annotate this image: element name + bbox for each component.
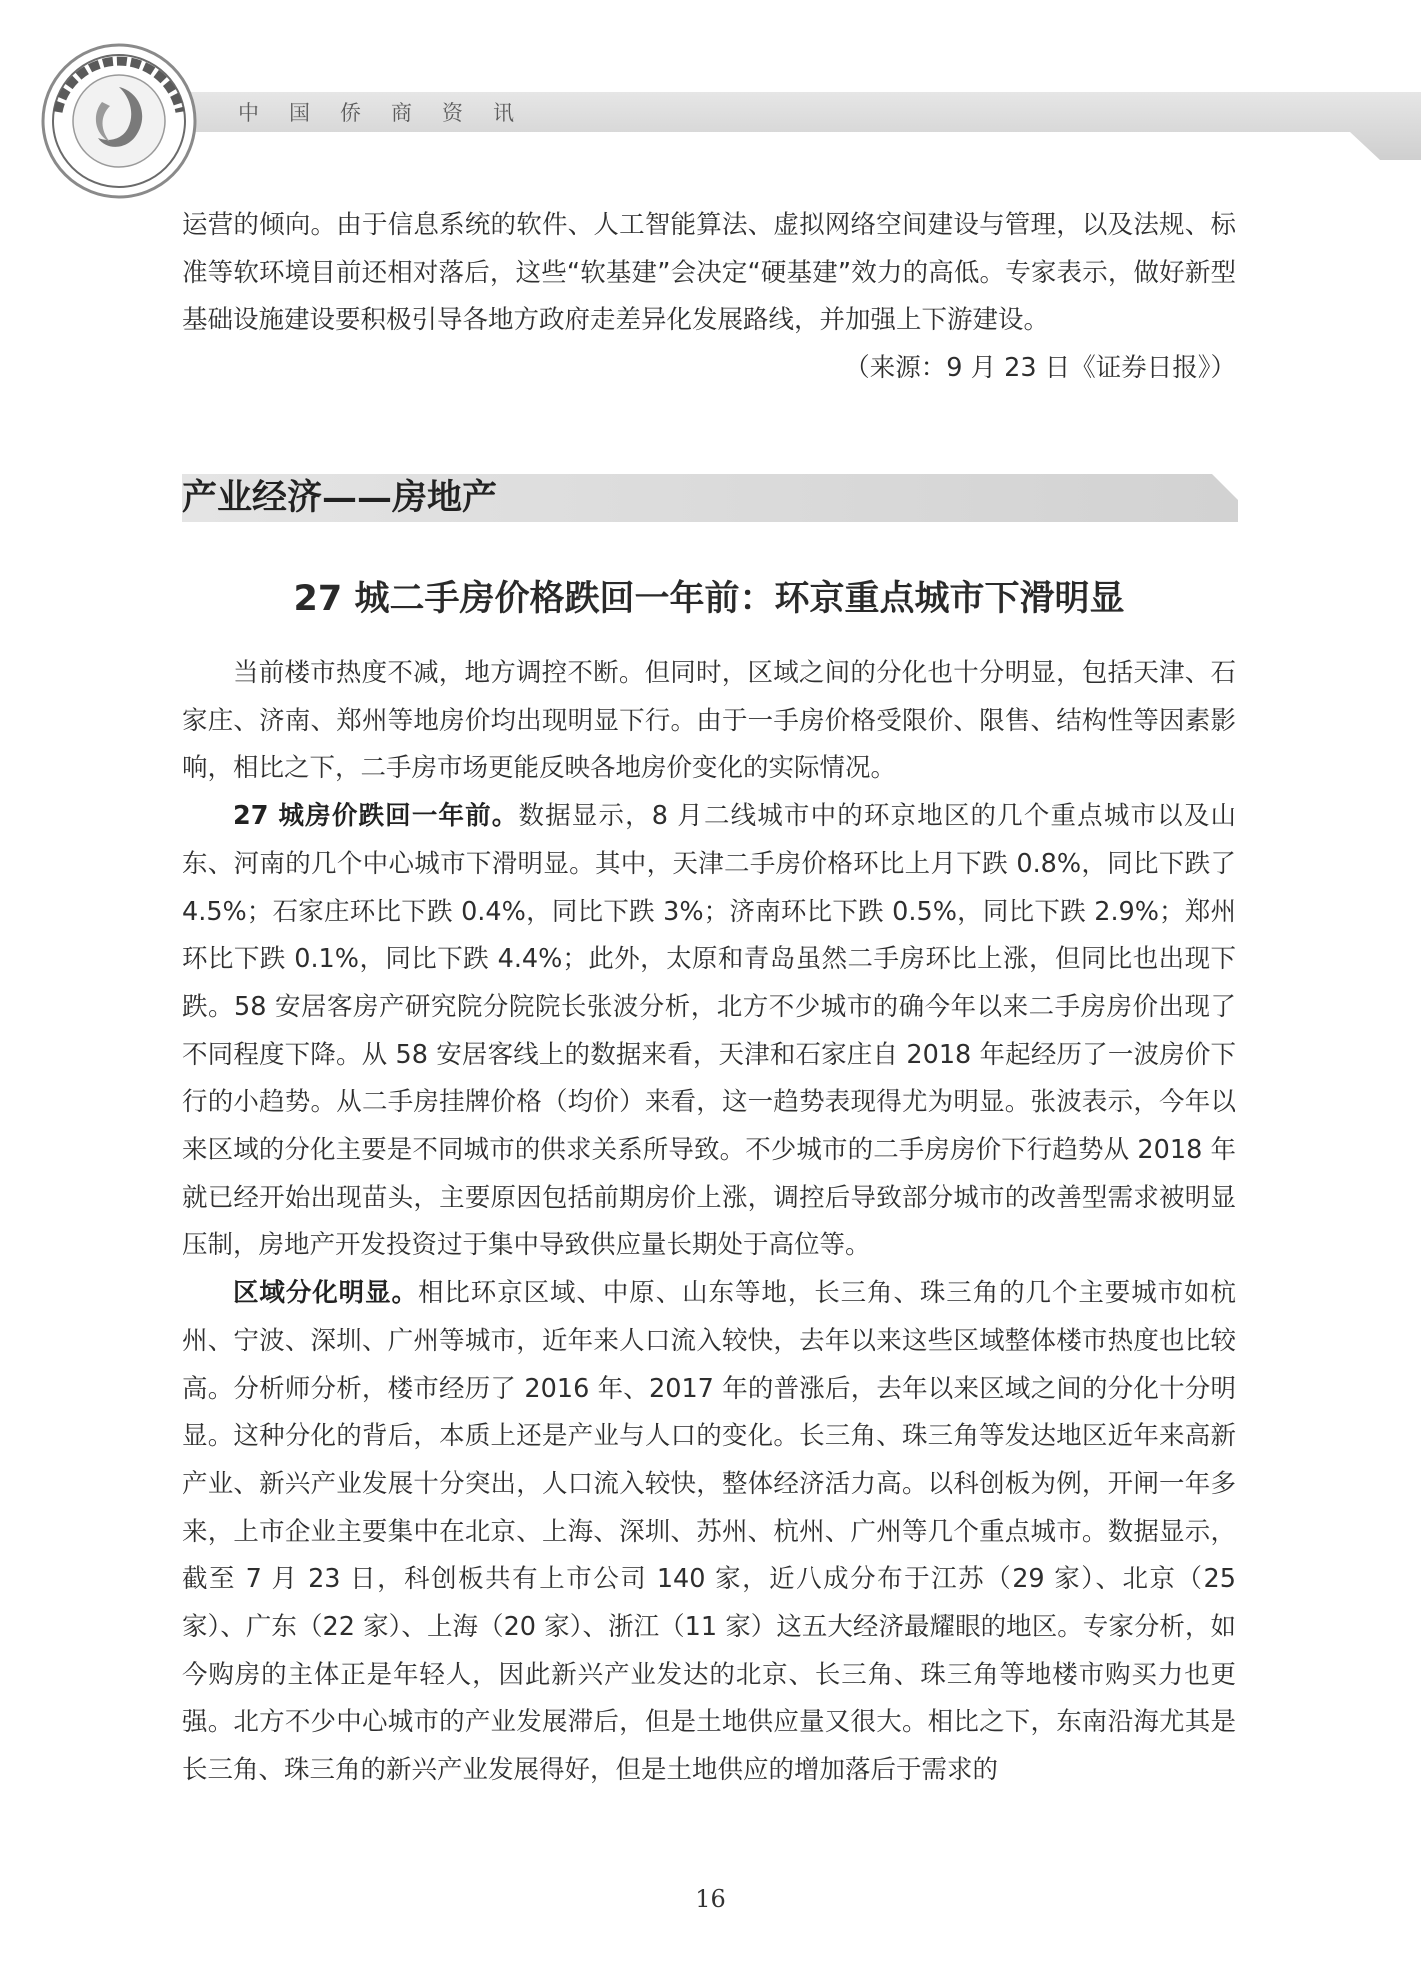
section-title: 产业经济——房地产	[182, 477, 498, 518]
article-body	[182, 650, 1236, 1795]
paragraph-2-lead: 27 城房价跌回一年前。	[233, 801, 519, 832]
paragraph-3-text: 相比环京区域、中原、山东等地，长三角、珠三角的几个主要城市如杭州、宁波、深圳、广州等城市，近年来人口流入较快，去年以来这些区域整体楼市热度也比较高。分析师分析，楼市经历了 2016 年、2017 年的普涨后，去年以来区域之间的分化十分明显。这种分化的背后，本质上还是产业与人口的变化。长三角、珠三角等发达地区近年来高新产业、新兴产业发展十分突出，人口流入较快，整体经济活力高。以科创板为例，开闸一年多来，上市企业主要集中在北京、上海、深圳、苏州、杭州、广州等几个重点城市。数据显示，截至 7 月 23 日，科创板共有上市公司 140 家，近八成分布于江苏（29 家）、北京（25 家）、广东（22 家）、上海（20 家）、浙江（11 家）这五大经济最耀眼的地区。专家分析，如今购房的主体正是年轻人，因此新兴产业发达的北京、长三角、珠三角等地楼市购买力也更强。北方不少中心城市的产业发展滞后，但是土地供应量又很大。相比之下，东南沿海尤其是长三角、珠三角的新兴产业发展得好，但是土地供应的增加落后于需求的	[182, 1278, 1236, 1786]
paragraph-2-text: 数据显示，8 月二线城市中的环京地区的几个重点城市以及山东、河南的几个中心城市下滑明显。其中，天津二手房价格环比上月下跌 0.8%，同比下跌了 4.5%；石家庄环比下跌 0.4%，同比下跌 3%；济南环比下跌 0.5%，同比下跌 2.9%；郑州环比下跌 0.1%，同比下跌 4.4%；此外，太原和青岛虽然二手房环比上涨，但同比也出现下跌。58 安居客房产研究院分院院长张波分析，北方不少城市的确今年以来二手房房价出现了不同程度下降。从 58 安居客线上的数据来看，天津和石家庄自 2018 年起经历了一波房价下行的小趋势。从二手房挂牌价格（均价）来看，这一趋势表现得尤为明显。张波表示，今年以来区域的分化主要是不同城市的供求关系所导致。不少城市的二手房房价下行趋势从 2018 年就已经开始出现苗头，主要原因包括前期房价上涨，调控后导致部分城市的改善型需求被明显压制，房地产开发投资过于集中导致供应量长期处于高位等。	[182, 801, 1236, 1261]
paragraph-3-lead: 区域分化明显。	[233, 1278, 418, 1309]
previous-article-text: 运营的倾向。由于信息系统的软件、人工智能算法、虚拟网络空间建设与管理，以及法规、标准等软环境目前还相对落后，这些“软基建”会决定“硬基建”效力的高低。专家表示，做好新型基础设施建设要积极引导各地方政府走差异化发展路线，并加强上下游建设。	[182, 210, 1236, 336]
previous-article	[182, 202, 1236, 393]
article-title: 27 城二手房价格跌回一年前：环京重点城市下滑明显	[293, 579, 1125, 619]
paragraph-1-text: 当前楼市热度不减，地方调控不断。但同时，区域之间的分化也十分明显，包括天津、石家庄、济南、郑州等地房价均出现明显下行。由于一手房价格受限价、限售、结构性等因素影响，相比之下，二手房市场更能反映各地房价变化的实际情况。	[182, 658, 1236, 784]
page-number: 16	[695, 1885, 726, 1913]
article-paragraph-3	[182, 1270, 1236, 1795]
header-title: 中国侨商资讯	[238, 101, 544, 125]
article-paragraph-1	[182, 650, 1236, 793]
federation-logo	[40, 42, 198, 200]
article-paragraph-2	[182, 793, 1236, 1270]
previous-article-source: （来源：9 月 23 日《证券日报》）	[844, 353, 1236, 384]
